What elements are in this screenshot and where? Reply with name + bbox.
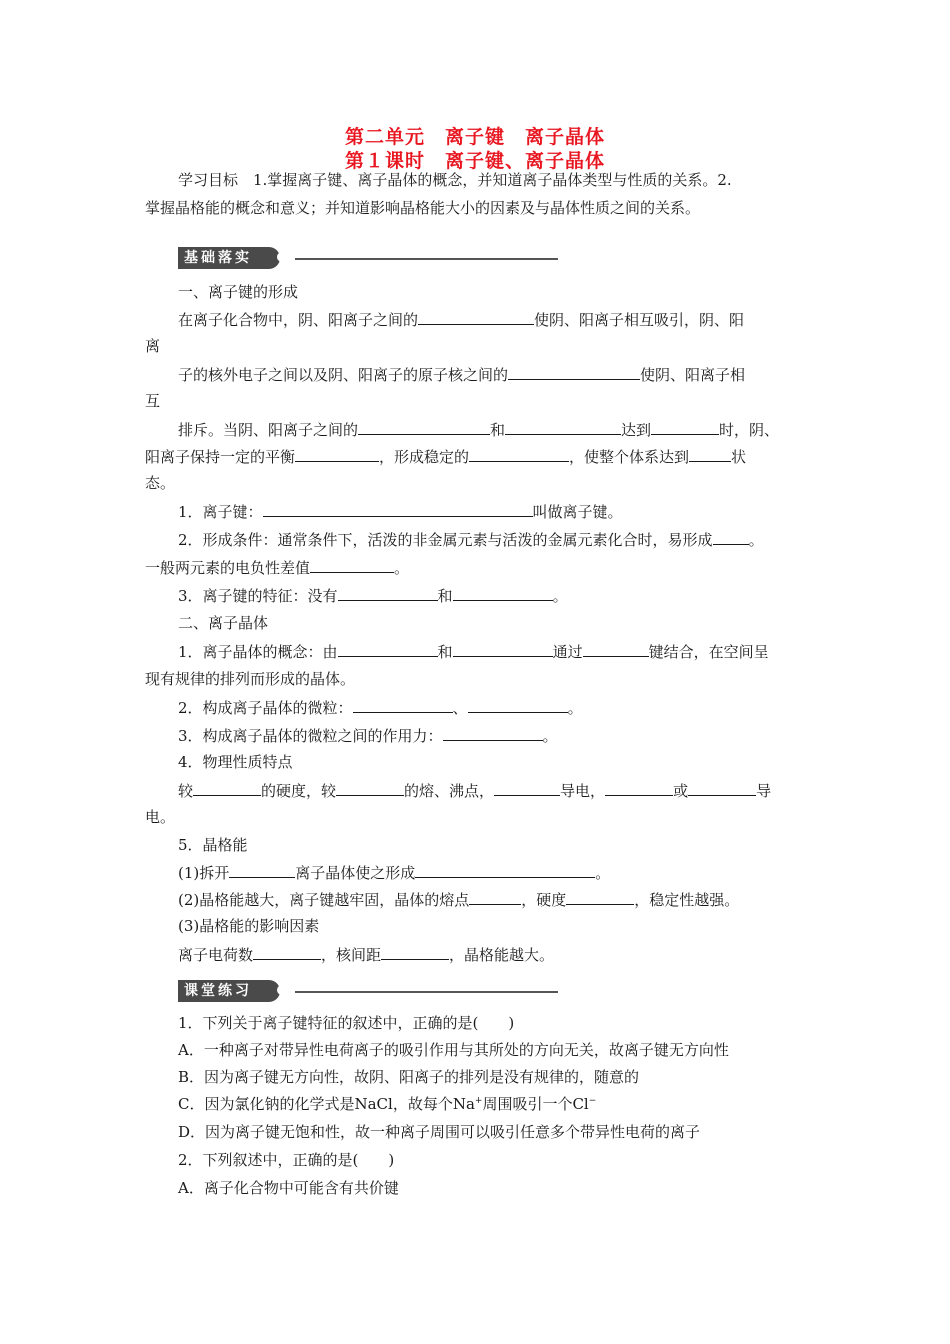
lesson-title: 第１课时 离子键、离子晶体: [344, 150, 605, 172]
fill-blank[interactable]: [263, 501, 533, 517]
section-header-basics: [178, 247, 558, 269]
fill-blank[interactable]: [193, 780, 261, 796]
question-1: 1．下列关于离子键特征的叙述中，正确的是( ): [178, 1014, 515, 1032]
fill-blank[interactable]: [566, 889, 634, 905]
unit-title: 第二单元 离子键 离子晶体: [344, 126, 605, 148]
fill-blank[interactable]: [469, 446, 569, 462]
question-crystal-concept: 1．离子晶体的概念：由 和 通过 键结合，在空间呈: [178, 643, 769, 661]
fill-blank[interactable]: [505, 419, 621, 435]
question-particle-forces: 3．构成离子晶体的微粒之间的作用力： 。: [178, 727, 558, 745]
option-b[interactable]: B．因为离子键无方向性，故阴、阳离子的排列是没有规律的，随意的: [178, 1068, 640, 1086]
fill-blank[interactable]: [453, 585, 553, 601]
fill-blank[interactable]: [253, 944, 321, 960]
fill-blank[interactable]: [583, 641, 649, 657]
paragraph-line: 离子电荷数 ，核间距 ，晶格能越大。: [178, 946, 555, 964]
objectives-line-2: 掌握晶格能的概念和意义；并知道影响晶格能大小的因素及与晶体性质之间的关系。: [145, 199, 701, 217]
paragraph-line: 现有规律的排列而形成的晶体。: [145, 670, 356, 688]
paragraph-line: 较 的硬度，较 的熔、沸点， 导电， 或 导: [178, 782, 772, 800]
paragraph-line: 排斥。当阴、阳离子之间的 和 达到 时，阴、: [178, 421, 780, 439]
section-rule: [295, 258, 558, 260]
question-crystal-particles: 2．构成离子晶体的微粒： 、 。: [178, 699, 583, 717]
section-rule: [295, 991, 558, 993]
fill-blank[interactable]: [713, 529, 749, 545]
fill-blank[interactable]: [468, 697, 568, 713]
section-label: 基础落实: [178, 247, 280, 269]
heading-lattice-energy: 5．晶格能: [178, 836, 248, 854]
paragraph-line: 态。: [145, 474, 176, 492]
objectives-line-1: 学习目标 1.掌握离子键、离子晶体的概念，并知道离子晶体类型与性质的关系。2.: [178, 171, 732, 189]
fill-blank[interactable]: [605, 780, 673, 796]
paragraph-line: 互: [145, 392, 161, 410]
fill-blank[interactable]: [469, 889, 521, 905]
section-header-practice: [178, 980, 558, 1002]
fill-blank[interactable]: [689, 446, 731, 462]
fill-blank[interactable]: [443, 725, 543, 741]
fill-blank[interactable]: [688, 780, 756, 796]
question-2: 2．下列叙述中，正确的是( ): [178, 1151, 395, 1169]
fill-blank[interactable]: [651, 419, 719, 435]
paragraph-line: 子的核外电子之间以及阴、阳离子的原子核之间的 使阴、阳离子相: [178, 366, 746, 384]
paragraph-line: 电。: [145, 808, 176, 826]
fill-blank[interactable]: [310, 557, 394, 573]
option-c[interactable]: C．因为氯化钠的化学式是NaCl，故每个Na+周围吸引一个Cl−: [178, 1095, 597, 1113]
section-label: 课堂练习: [178, 980, 280, 1002]
paragraph-line: (1)拆开 离子晶体使之形成 。: [178, 864, 611, 882]
heading-ionic-crystal: 二、离子晶体: [178, 614, 269, 632]
fill-blank[interactable]: [353, 697, 453, 713]
fill-blank[interactable]: [295, 446, 379, 462]
fill-blank[interactable]: [453, 641, 553, 657]
fill-blank[interactable]: [508, 364, 640, 380]
fill-blank[interactable]: [418, 309, 534, 325]
option-d[interactable]: D．因为离子键无饱和性，故一种离子周围可以吸引任意多个带异性电荷的离子: [178, 1123, 701, 1141]
paragraph-line: 离: [145, 337, 161, 355]
fill-blank[interactable]: [338, 641, 438, 657]
paragraph-line: 一般两元素的电负性差值 。: [145, 559, 410, 577]
fill-blank[interactable]: [381, 944, 449, 960]
paragraph-line: 在离子化合物中，阴、阳离子之间的 使阴、阳离子相互吸引，阴、阳: [178, 311, 745, 329]
fill-blank[interactable]: [229, 862, 295, 878]
fill-blank[interactable]: [415, 862, 595, 878]
heading-ionic-bond-formation: 一、离子键的形成: [178, 283, 299, 301]
fill-blank[interactable]: [336, 780, 404, 796]
paragraph-line: (3)晶格能的影响因素: [178, 917, 320, 935]
fill-blank[interactable]: [494, 780, 560, 796]
fill-blank[interactable]: [358, 419, 490, 435]
paragraph-line: (2)晶格能越大，离子键越牢固，晶体的熔点 ，硬度 ，稳定性越强。: [178, 891, 740, 909]
bullet-dot-icon: [277, 985, 287, 995]
question-ionic-bond-features: 3．离子键的特征：没有 和 。: [178, 587, 568, 605]
question-formation-conditions: 2．形成条件：通常条件下，活泼的非金属元素与活泼的金属元素化合时，易形成 。: [178, 531, 764, 549]
option-a[interactable]: A．一种离子对带异性电荷离子的吸引作用与其所处的方向无关，故离子键无方向性: [178, 1041, 729, 1059]
option-a[interactable]: A．离子化合物中可能含有共价键: [178, 1179, 399, 1197]
paragraph-line: 阳离子保持一定的平衡 ，形成稳定的 ，使整个体系达到 状: [145, 448, 747, 466]
fill-blank[interactable]: [338, 585, 438, 601]
heading-physical-properties: 4．物理性质特点: [178, 753, 293, 771]
question-ionic-bond-definition: 1．离子键： 叫做离子键。: [178, 503, 623, 521]
bullet-dot-icon: [277, 252, 287, 262]
